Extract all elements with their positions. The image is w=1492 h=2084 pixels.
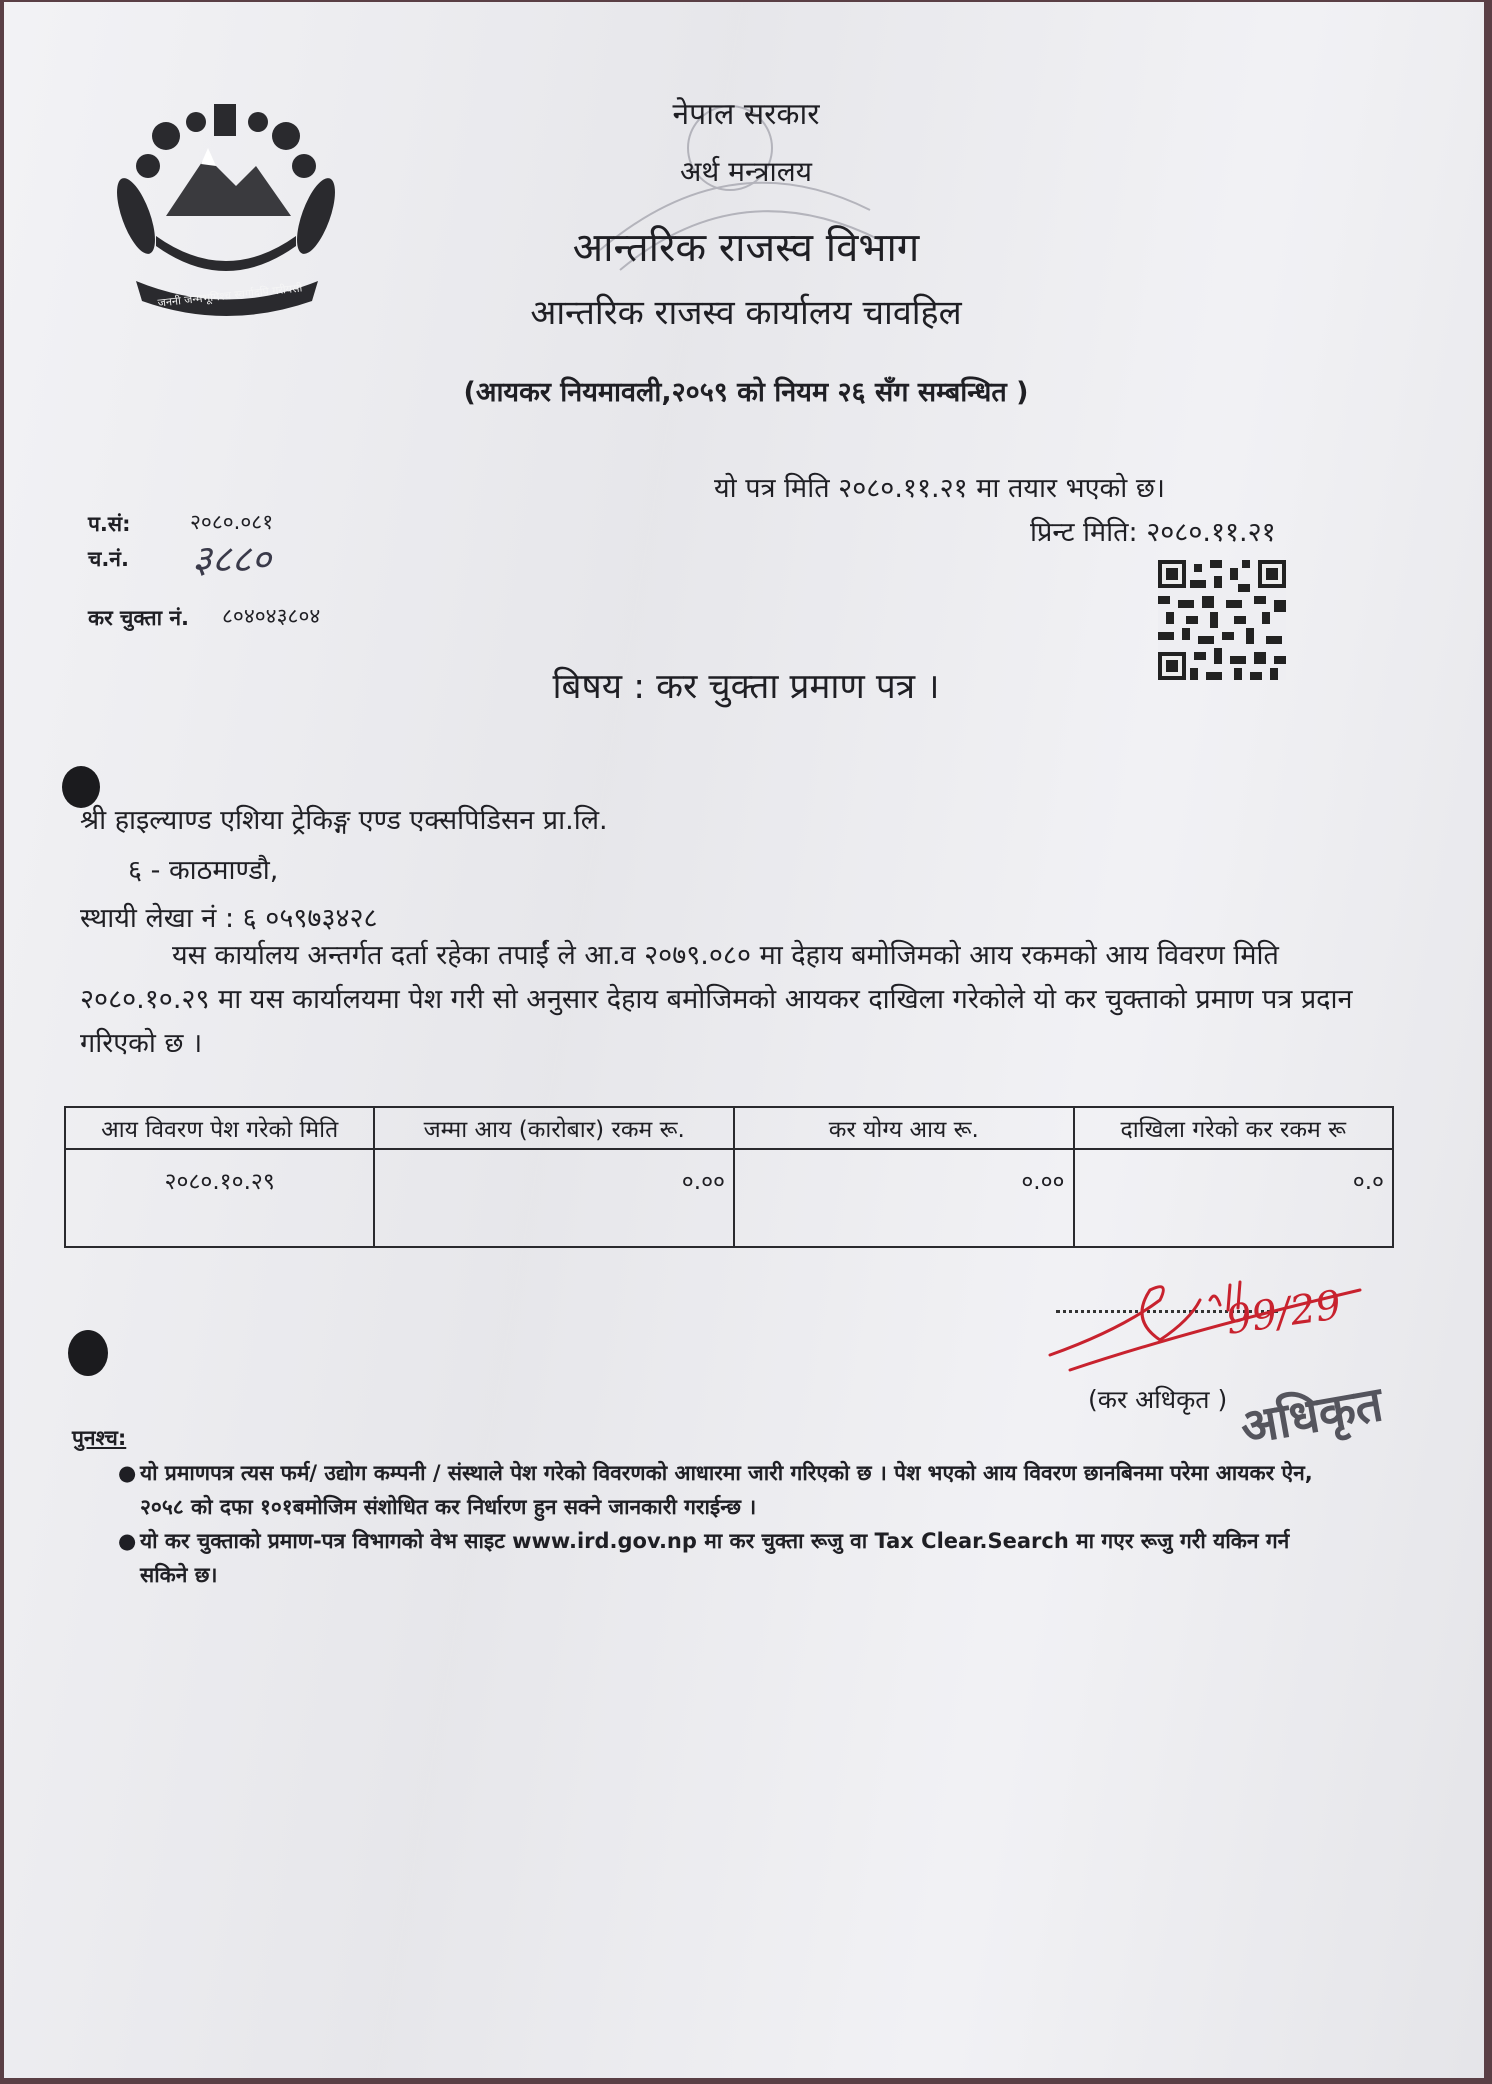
cell-tax-paid: ०.० bbox=[1074, 1149, 1393, 1247]
clearance-no-label: कर चुक्ता नं. bbox=[88, 606, 189, 630]
signature-date-handwriting: 99/29 bbox=[1223, 1282, 1344, 1344]
clearance-no-value: ८०४०४३८०४ bbox=[222, 604, 321, 628]
notes-title: पुनश्च: bbox=[72, 1426, 127, 1450]
letter-subject: बिषय : कर चुक्ता प्रमाण पत्र । bbox=[552, 667, 940, 707]
header-ministry: अर्थ मन्त्रालय bbox=[680, 155, 812, 188]
note-text: यो कर चुक्ताको प्रमाण-पत्र विभागको वेभ साइट www.ird.gov.np मा कर चुक्ता रूजु वा Tax Clear.Search मा गएर रूजु गरी यकिन गर्न सकिने छ। bbox=[140, 1529, 1290, 1587]
note-item bbox=[118, 1524, 1320, 1592]
ref-cn-value: ३८८० bbox=[192, 537, 272, 581]
addressee-address: ६ - काठमाण्डौ, bbox=[128, 855, 279, 886]
ref-ps-value: २०८०.०८१ bbox=[190, 510, 274, 534]
bullet-icon: ● bbox=[118, 1461, 137, 1485]
col-header-total-income: जम्मा आय (कारोबार) रकम रू. bbox=[374, 1107, 734, 1149]
note-item bbox=[118, 1456, 1320, 1524]
cell-filing-date: २०८०.१०.२९ bbox=[65, 1149, 374, 1247]
cell-total-income: ०.०० bbox=[374, 1149, 734, 1247]
header-office: आन्तरिक राजस्व कार्यालय चावहिल bbox=[530, 293, 962, 333]
col-header-tax-paid: दाखिला गरेको कर रकम रू bbox=[1074, 1107, 1393, 1149]
table-row bbox=[65, 1149, 1393, 1247]
header-rule-note: (आयकर नियमावली,२०५९ को नियम २६ सँग सम्बन्धित ) bbox=[463, 377, 1029, 408]
pan-number: स्थायी लेखा नं : ६ ०५९७३४२८ bbox=[80, 903, 378, 934]
punch-hole bbox=[68, 1330, 108, 1376]
col-header-taxable-income: कर योग्य आय रू. bbox=[734, 1107, 1074, 1149]
officer-label: (कर अधिकृत ) bbox=[1088, 1385, 1228, 1414]
table-header-row bbox=[65, 1107, 1393, 1149]
certificate-body: यस कार्यालय अन्तर्गत दर्ता रहेका तपाईं ले आ.व २०७९.०८० मा देहाय बमोजिमको आय रकमको आय विवरण मिति २०८०.१०.२९ मा यस कार्यालयमा पेश गरी सो अनुसार देहाय बमोजिमको आयकर दाखिला गरेकोले यो कर चुक्ताको प्रमाण पत्र प्रदान गरिएको छ । bbox=[80, 940, 1353, 1059]
col-header-filing-date: आय विवरण पेश गरेको मिति bbox=[65, 1107, 374, 1149]
bullet-icon: ● bbox=[118, 1529, 137, 1553]
ref-cn-label: च.नं. bbox=[88, 547, 129, 571]
ref-ps-label: प.सं: bbox=[88, 512, 131, 536]
addressee-name: श्री हाइल्याण्ड एशिया ट्रेकिङ्ग एण्ड एक्सपिडिसन प्रा.लि. bbox=[80, 805, 608, 836]
note-text: यो प्रमाणपत्र त्यस फर्म/ उद्योग कम्पनी / संस्थाले पेश गरेको विवरणको आधारमा जारी गरिएको छ । पेश भएको आय विवरण छानबिनमा परेमा आयकर ऐन, २०५८ को दफा १०१बमोजिम संशोधित कर निर्धारण हुन सक्ने जानकारी गराईन्छ । bbox=[140, 1461, 1313, 1519]
emblem-motto: जननी जन्मभूमिश्च स्वर्गादपि गरीयसी bbox=[157, 281, 303, 310]
print-date: प्रिन्ट मिति: २०८०.११.२१ bbox=[1030, 517, 1276, 548]
header-government: नेपाल सरकार bbox=[672, 97, 820, 132]
tax-details-table bbox=[64, 1106, 1394, 1248]
officer-stamp-word: अधिकृत bbox=[1236, 1375, 1387, 1456]
prepared-date-note: यो पत्र मिति २०८०.११.२१ मा तयार भएको छ। bbox=[714, 473, 1166, 504]
cell-taxable-income: ०.०० bbox=[734, 1149, 1074, 1247]
header-department: आन्तरिक राजस्व विभाग bbox=[572, 225, 920, 271]
